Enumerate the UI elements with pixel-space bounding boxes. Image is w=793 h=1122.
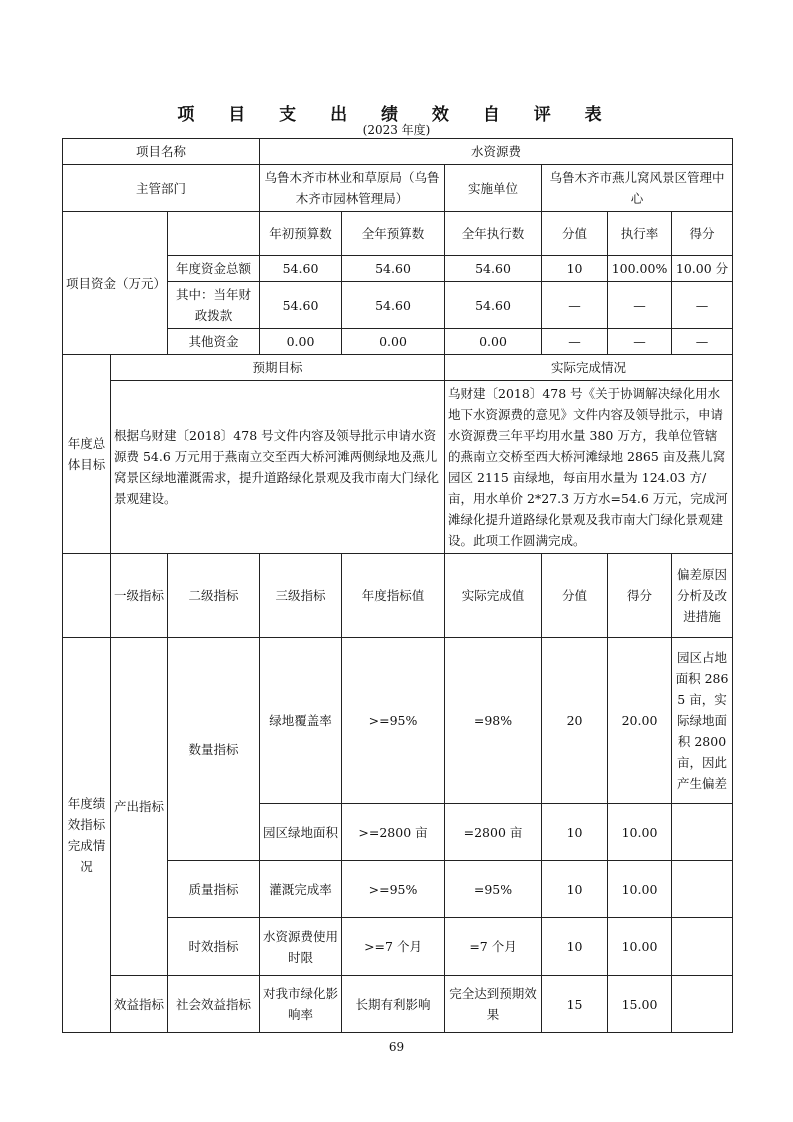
benefit-indicator-label: 效益指标 <box>111 976 168 1033</box>
score: 10.00 <box>608 861 672 918</box>
page-title: 项 目 支 出 绩 效 自 评 表 <box>177 105 616 125</box>
target-value: >=95% <box>342 638 445 804</box>
funds-cell: 54.60 <box>342 282 445 329</box>
actual-result-text: 乌财建〔2018〕478 号《关于协调解决绿化用水地下水资源费的意见》文件内容及领导批示，申请水资源费三年平均用水量 380 万方，我单位管辖的燕南立交桥至西大桥河滩绿地 2865 亩及燕儿窝园区 2115 亩绿地，每亩用水量为 124.03 方/亩，用水单价 2*27.3 万方水=54.6 万元，完成河滩绿化提升道路绿化景观及我市南大门绿化景观建设。此项工作圆满完成。 <box>445 381 733 554</box>
score: 15.00 <box>608 976 672 1033</box>
deviation-note <box>672 861 733 918</box>
funds-header-blank <box>168 212 260 256</box>
funds-row-name: 年度资金总额 <box>168 256 260 282</box>
score: 10.00 <box>608 918 672 976</box>
level3-indicator: 园区绿地面积 <box>260 804 342 861</box>
indicator-header-cell: 年度指标值 <box>342 554 445 638</box>
indicators-section-label: 年度绩效指标完成情况 <box>63 638 111 1033</box>
funds-cell: 54.60 <box>342 256 445 282</box>
actual-value: =2800 亩 <box>445 804 542 861</box>
evaluation-table <box>62 138 733 1033</box>
funds-cell: — <box>608 329 672 355</box>
score: 20.00 <box>608 638 672 804</box>
deviation-note: 园区占地面积 2865 亩，实际绿地面积 2800 亩，因此产生偏差 <box>672 638 733 804</box>
funds-cell: — <box>542 282 608 329</box>
level2-indicator: 社会效益指标 <box>168 976 260 1033</box>
indicator-header-cell: 二级指标 <box>168 554 260 638</box>
indicator-header-cell: 实际完成值 <box>445 554 542 638</box>
deviation-note <box>672 804 733 861</box>
level2-indicator: 质量指标 <box>168 861 260 918</box>
funds-label: 项目资金（万元） <box>63 212 168 355</box>
score-value: 10 <box>542 861 608 918</box>
funds-cell: 0.00 <box>445 329 542 355</box>
funds-cell: 10.00 分 <box>672 256 733 282</box>
funds-cell: — <box>542 329 608 355</box>
score-value: 10 <box>542 804 608 861</box>
project-name-value: 水资源费 <box>260 139 733 165</box>
level2-indicator: 时效指标 <box>168 918 260 976</box>
funds-header-cell: 得分 <box>672 212 733 256</box>
score: 10.00 <box>608 804 672 861</box>
impl-unit-value: 乌鲁木齐市燕儿窝风景区管理中心 <box>542 165 733 212</box>
indicator-header-cell: 得分 <box>608 554 672 638</box>
level2-indicator: 数量指标 <box>168 638 260 861</box>
funds-cell: — <box>672 282 733 329</box>
level3-indicator: 水资源费使用时限 <box>260 918 342 976</box>
funds-cell: 54.60 <box>445 282 542 329</box>
actual-value: =98% <box>445 638 542 804</box>
target-value: >=2800 亩 <box>342 804 445 861</box>
funds-cell: 100.00% <box>608 256 672 282</box>
expected-goal-text: 根据乌财建〔2018〕478 号文件内容及领导批示申请水资源费 54.6 万元用于燕南立交至西大桥河滩两侧绿地及燕儿窝景区绿地灌溉需求，提升道路绿化景观及我市南大门绿化景观建设。 <box>111 381 445 554</box>
target-value: >=95% <box>342 861 445 918</box>
funds-cell: 10 <box>542 256 608 282</box>
level3-indicator: 绿地覆盖率 <box>260 638 342 804</box>
target-value: 长期有利影响 <box>342 976 445 1033</box>
deviation-note <box>672 976 733 1033</box>
department-label: 主管部门 <box>63 165 260 212</box>
funds-cell: — <box>608 282 672 329</box>
indicator-header-cell: 一级指标 <box>111 554 168 638</box>
impl-unit-label: 实施单位 <box>445 165 542 212</box>
score-value: 10 <box>542 918 608 976</box>
actual-value: =7 个月 <box>445 918 542 976</box>
deviation-note <box>672 918 733 976</box>
level3-indicator: 对我市绿化影响率 <box>260 976 342 1033</box>
funds-cell: — <box>672 329 733 355</box>
actual-result-header: 实际完成情况 <box>445 355 733 381</box>
funds-cell: 0.00 <box>260 329 342 355</box>
funds-header-cell: 全年执行数 <box>445 212 542 256</box>
target-value: >=7 个月 <box>342 918 445 976</box>
indicator-header-cell: 偏差原因分析及改进措施 <box>672 554 733 638</box>
expected-goal-header: 预期目标 <box>111 355 445 381</box>
funds-header-cell: 年初预算数 <box>260 212 342 256</box>
page-number: 69 <box>388 1040 405 1054</box>
funds-cell: 0.00 <box>342 329 445 355</box>
funds-cell: 54.60 <box>445 256 542 282</box>
department-value: 乌鲁木齐市林业和草原局（乌鲁木齐市园林管理局） <box>260 165 445 212</box>
level3-indicator: 灌溉完成率 <box>260 861 342 918</box>
page-subtitle: (2023 年度) <box>362 123 431 137</box>
funds-cell: 54.60 <box>260 282 342 329</box>
actual-value: =95% <box>445 861 542 918</box>
output-indicator-label: 产出指标 <box>111 638 168 976</box>
project-name-label: 项目名称 <box>63 139 260 165</box>
indicator-header-cell: 分值 <box>542 554 608 638</box>
indicator-header-blank <box>63 554 111 638</box>
actual-value: 完全达到预期效果 <box>445 976 542 1033</box>
funds-cell: 54.60 <box>260 256 342 282</box>
funds-header-cell: 执行率 <box>608 212 672 256</box>
funds-header-cell: 全年预算数 <box>342 212 445 256</box>
funds-row-name: 其他资金 <box>168 329 260 355</box>
funds-header-cell: 分值 <box>542 212 608 256</box>
score-value: 20 <box>542 638 608 804</box>
goals-label: 年度总体目标 <box>63 355 111 554</box>
funds-row-name: 其中：当年财政拨款 <box>168 282 260 329</box>
score-value: 15 <box>542 976 608 1033</box>
indicator-header-cell: 三级指标 <box>260 554 342 638</box>
